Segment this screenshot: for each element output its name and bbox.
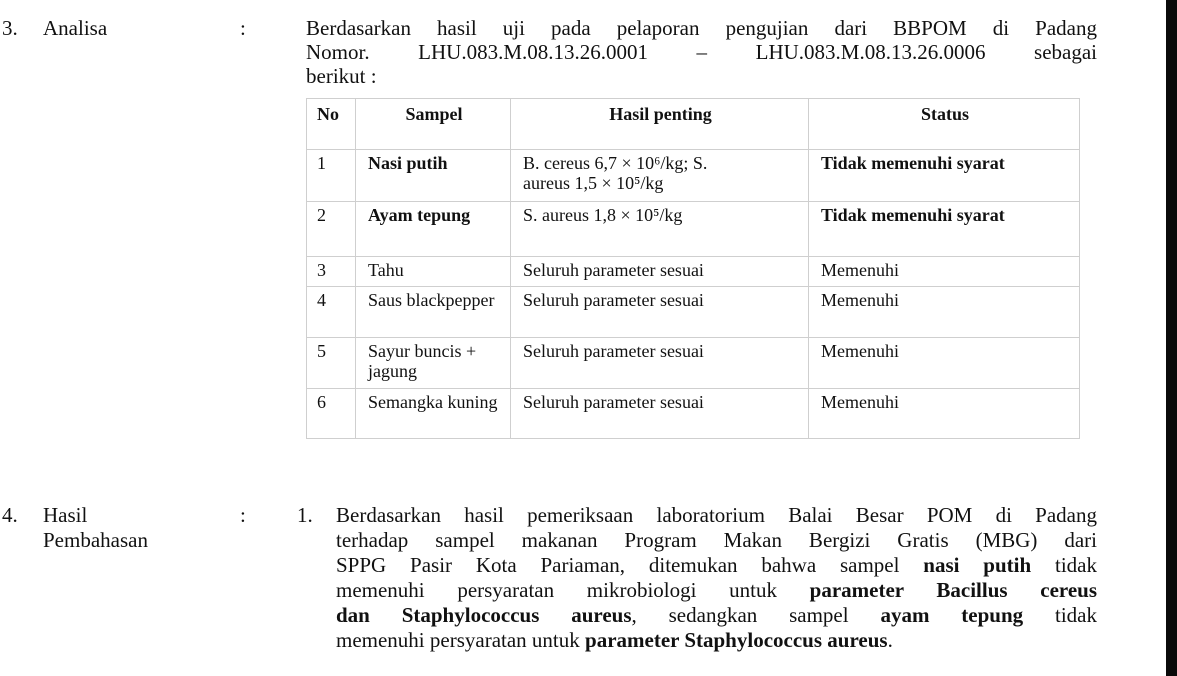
cell-no: 2 xyxy=(307,202,356,257)
intro-line-3: berikut : xyxy=(306,64,377,88)
paragraph-line xyxy=(336,603,1097,628)
cell-no: 1 xyxy=(307,150,356,202)
intro-line-1: Berdasarkan hasil uji pada pelaporan pengujian dari BBPOM di Padang xyxy=(306,16,1097,40)
paragraph-line xyxy=(336,528,1097,553)
discussion-paragraph xyxy=(336,503,1097,653)
bold-text: nasi putih xyxy=(923,553,1032,577)
cell-sampel: Saus blackpepper xyxy=(356,287,511,338)
header-no: No xyxy=(307,99,356,150)
cell-sampel: Semangka kuning xyxy=(356,389,511,439)
table-row xyxy=(307,150,1080,202)
paragraph-line xyxy=(336,628,1097,653)
hasil-line: aureus 1,5 × 10⁵/kg xyxy=(523,173,664,193)
text-segment: Berdasarkan hasil pemeriksaan laboratorium Balai Besar POM di Padang xyxy=(336,503,1097,527)
paragraph-line xyxy=(336,578,1097,603)
bold-text: ayam tepung xyxy=(880,603,1024,627)
hasil-line: Seluruh parameter sesuai xyxy=(523,341,704,361)
cell-no: 3 xyxy=(307,257,356,287)
header-status: Status xyxy=(809,99,1080,150)
section-4-label-line-2: Pembahasan xyxy=(43,528,148,552)
paragraph-line xyxy=(336,553,1097,578)
cell-no: 5 xyxy=(307,338,356,389)
hasil-line: Seluruh parameter sesuai xyxy=(523,392,704,412)
paragraph-line xyxy=(336,503,1097,528)
cell-status: Tidak memenuhi syarat xyxy=(809,202,1080,257)
section-3-colon: : xyxy=(240,16,246,40)
cell-no: 4 xyxy=(307,287,356,338)
text-segment: memenuhi persyaratan untuk xyxy=(336,628,586,652)
header-sampel: Sampel xyxy=(356,99,511,150)
cell-sampel: Nasi putih xyxy=(356,150,511,202)
cell-sampel: Tahu xyxy=(356,257,511,287)
text-segment: SPPG Pasir Kota Pariaman, ditemukan bahwa sampel xyxy=(336,553,924,577)
hasil-line: B. cereus 6,7 × 10⁶/kg; S. xyxy=(523,153,708,173)
table-row xyxy=(307,287,1080,338)
section-4-label-line-1: Hasil xyxy=(43,503,88,527)
cell-status: Memenuhi xyxy=(809,287,1080,338)
screen-edge-bar xyxy=(1166,0,1177,676)
table-row xyxy=(307,338,1080,389)
hasil-line: Seluruh parameter sesuai xyxy=(523,260,704,280)
section-3-intro xyxy=(306,16,1097,88)
cell-status: Memenuhi xyxy=(809,338,1080,389)
text-segment: tidak xyxy=(1023,603,1097,627)
text-segment: tidak xyxy=(1031,553,1098,577)
header-hasil-penting: Hasil penting xyxy=(511,99,809,150)
hasil-line: S. aureus 1,8 × 10⁵/kg xyxy=(523,205,683,225)
cell-sampel: Ayam tepung xyxy=(356,202,511,257)
cell-hasil xyxy=(511,202,809,257)
list-item-number: 1. xyxy=(297,503,313,527)
table-row xyxy=(307,202,1080,257)
section-3-number: 3. xyxy=(2,16,18,40)
cell-status: Memenuhi xyxy=(809,257,1080,287)
cell-no: 6 xyxy=(307,389,356,439)
table-row xyxy=(307,257,1080,287)
section-4-colon: : xyxy=(240,503,246,527)
cell-hasil xyxy=(511,389,809,439)
bold-text: parameter Bacillus cereus xyxy=(809,578,1098,602)
section-4-number: 4. xyxy=(2,503,18,527)
cell-sampel: Sayur buncis + jagung xyxy=(356,338,511,389)
text-segment: . xyxy=(887,628,893,652)
text-segment: , sedangkan sampel xyxy=(631,603,881,627)
text-segment: terhadap sampel makanan Program Makan Bergizi Gratis (MBG) dari xyxy=(336,528,1097,552)
hasil-line: Seluruh parameter sesuai xyxy=(523,290,704,310)
table-row xyxy=(307,389,1080,439)
table-body xyxy=(307,150,1080,439)
cell-status: Memenuhi xyxy=(809,389,1080,439)
cell-hasil xyxy=(511,150,809,202)
cell-hasil xyxy=(511,257,809,287)
bold-text: dan Staphylococcus aureus xyxy=(336,603,632,627)
cell-hasil xyxy=(511,338,809,389)
text-segment: memenuhi persyaratan mikrobiologi untuk xyxy=(336,578,810,602)
cell-hasil xyxy=(511,287,809,338)
intro-line-2: Nomor. LHU.083.M.08.13.26.0001 – LHU.083.M.08.13.26.0006 sebagai xyxy=(306,40,1097,64)
lab-results-table xyxy=(306,98,1080,439)
section-3-label: Analisa xyxy=(43,16,108,40)
bold-text: parameter Staphylococcus aureus xyxy=(585,628,888,652)
cell-status: Tidak memenuhi syarat xyxy=(809,150,1080,202)
table-header-row xyxy=(307,99,1080,150)
